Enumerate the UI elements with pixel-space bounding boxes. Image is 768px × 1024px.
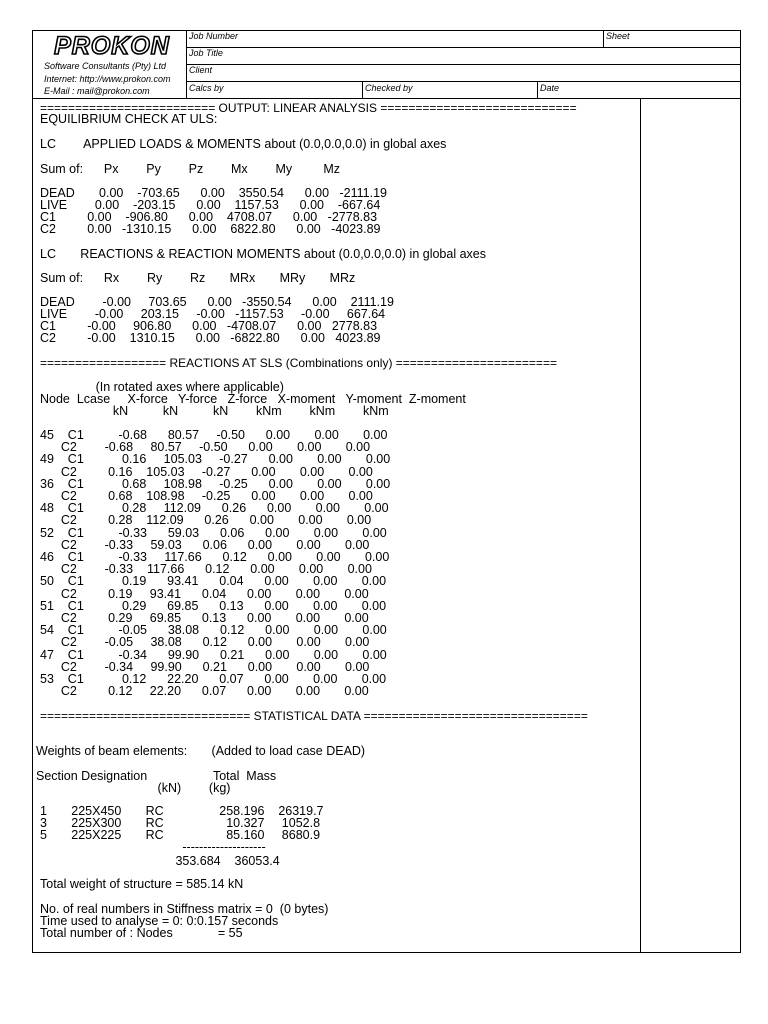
header-divider [537,81,538,98]
prokon-logo [38,33,186,59]
sls-row: 47 C1 -0.34 99.90 0.21 0.00 0.00 0.00 [40,647,387,662]
job-title-label: Job Title [189,48,223,58]
sls-row: C2 0.28 112.09 0.26 0.00 0.00 0.00 [40,513,372,528]
company-internet: Internet: http://www.prokon.com [44,74,171,84]
sls-row: 49 C1 0.16 105.03 -0.27 0.00 0.00 0.00 [40,452,391,467]
reactions-row: LIVE -0.00 203.15 -0.00 -1157.53 -0.00 667.64 [40,307,386,321]
header-rule [186,47,741,48]
sls-row: 52 C1 -0.33 59.03 0.06 0.00 0.00 0.00 [40,525,387,540]
total-nodes: Total number of : Nodes = 55 [40,926,243,940]
calcs-by-label: Calcs by [189,83,224,93]
date-label: Date [540,83,560,93]
sls-row: C2 -0.34 99.90 0.21 0.00 0.00 0.00 [40,659,370,674]
reactions-heading: LC REACTIONS & REACTION MOMENTS about (0.0,0.0,0.0) in global axes [40,247,486,261]
margin-line [640,98,641,953]
sls-row: C2 -0.68 80.57 -0.50 0.00 0.00 0.00 [40,440,371,455]
section-row: 3 225X300 RC 10.327 1052.8 [40,816,321,830]
header-rule [186,64,741,65]
sls-row: C2 0.68 108.98 -0.25 0.00 0.00 0.00 [40,489,373,503]
section-total: 353.684 36053.4 [40,854,280,868]
sls-row: C2 0.12 22.20 0.07 0.00 0.00 0.00 [40,684,369,699]
section-row: 5 225X225 RC 85.160 8680.9 [40,828,321,842]
header-divider [362,81,363,98]
sheet-label: Sheet [606,31,630,41]
reactions-row: DEAD -0.00 703.65 0.00 -3550.54 0.00 2111.19 [40,295,394,309]
sls-row: C2 0.19 93.41 0.04 0.00 0.00 0.00 [40,586,369,601]
reactions-row: C1 -0.00 906.80 0.00 -4708.07 0.00 2778.83 [40,319,378,333]
applied-row: LIVE 0.00 -203.15 0.00 1157.53 0.00 -667.64 [40,198,381,212]
sls-title: ================== REACTIONS AT SLS (Combinations only) ======================= [40,356,557,370]
sls-note: (In rotated axes where applicable) [40,380,284,394]
sls-row: 36 C1 0.68 108.98 -0.25 0.00 0.00 0.00 [40,476,391,491]
sls-row: 53 C1 0.12 22.20 0.07 0.00 0.00 0.00 [40,672,387,686]
sls-row: 50 C1 0.19 93.41 0.04 0.00 0.00 0.00 [40,574,387,589]
output-title: ========================= OUTPUT: LINEAR ANALYSIS ============================ [40,101,577,115]
weights-heading: Weights of beam elements: (Added to load case DEAD) [36,744,366,758]
stat-title: ============================== STATISTICAL DATA ================================ [40,709,588,723]
real-numbers: No. of real numbers in Stiffness matrix = 0 (0 bytes) [40,902,329,916]
sls-row: C2 0.29 69.85 0.13 0.00 0.00 0.00 [40,611,369,625]
sls-header-1: Node Lcase X-force Y-force Z-force X-moment Y-moment Z-moment [40,392,466,406]
checked-by-label: Checked by [365,83,413,93]
sls-row: 51 C1 0.29 69.85 0.13 0.00 0.00 0.00 [40,598,387,613]
reactions-row: C2 -0.00 1310.15 0.00 -6822.80 0.00 4023.89 [40,331,381,345]
company-email: E-Mail : mail@prokon.com [44,86,150,96]
time-used: Time used to analyse = 0: 0:0.157 seconds [40,914,279,928]
company-name: Software Consultants (Pty) Ltd [44,61,167,71]
sls-row: C2 0.16 105.03 -0.27 0.00 0.00 0.00 [40,464,373,479]
reactions-sum-header: Sum of: Rx Ry Rz MRx MRy MRz [40,271,356,285]
header-rule [186,81,741,82]
section-header-2: (kN) (kg) [36,781,231,795]
sls-row: 48 C1 0.28 112.09 0.26 0.00 0.00 0.00 [40,501,389,516]
sls-row: 45 C1 -0.68 80.57 -0.50 0.00 0.00 0.00 [40,428,388,442]
sls-row: C2 -0.05 38.08 0.12 0.00 0.00 0.00 [40,635,370,650]
applied-heading: LC APPLIED LOADS & MOMENTS about (0.0,0.0,0.0) in global axes [40,137,447,151]
job-number-label: Job Number [189,31,239,41]
applied-sum-header: Sum of: Px Py Pz Mx My Mz [40,162,341,176]
total-weight: Total weight of structure = 585.14 kN [40,877,244,891]
sls-row: 54 C1 -0.05 38.08 0.12 0.00 0.00 0.00 [40,623,387,638]
applied-row: C2 0.00 -1310.15 0.00 6822.80 0.00 -4023.89 [40,222,381,236]
sls-row: C2 -0.33 59.03 0.06 0.00 0.00 0.00 [40,537,370,552]
client-label: Client [189,65,213,75]
sls-row: C2 -0.33 117.66 0.12 0.00 0.00 0.00 [40,562,372,577]
applied-row: C1 0.00 -906.80 0.00 4708.07 0.00 -2778.83 [40,210,378,224]
section-header-1: Section Designation Total Mass [36,769,277,783]
header-rule [32,98,741,99]
header-divider [186,30,187,98]
sls-header-2: kN kN kN kNm kNm kNm [40,404,389,418]
header-divider [603,30,604,47]
logo-text: PROKON [54,33,170,59]
section-row: 1 225X450 RC 258.196 26319.7 [40,804,324,818]
prokon-logo-graphic [38,33,186,59]
applied-row: DEAD 0.00 -703.65 0.00 3550.54 0.00 -2111.19 [40,186,387,200]
sls-row: 46 C1 -0.33 117.66 0.12 0.00 0.00 0.00 [40,550,390,564]
section-rule: -------------------- [40,840,266,854]
equilibrium-title: EQUILIBRIUM CHECK AT ULS: [40,112,218,126]
